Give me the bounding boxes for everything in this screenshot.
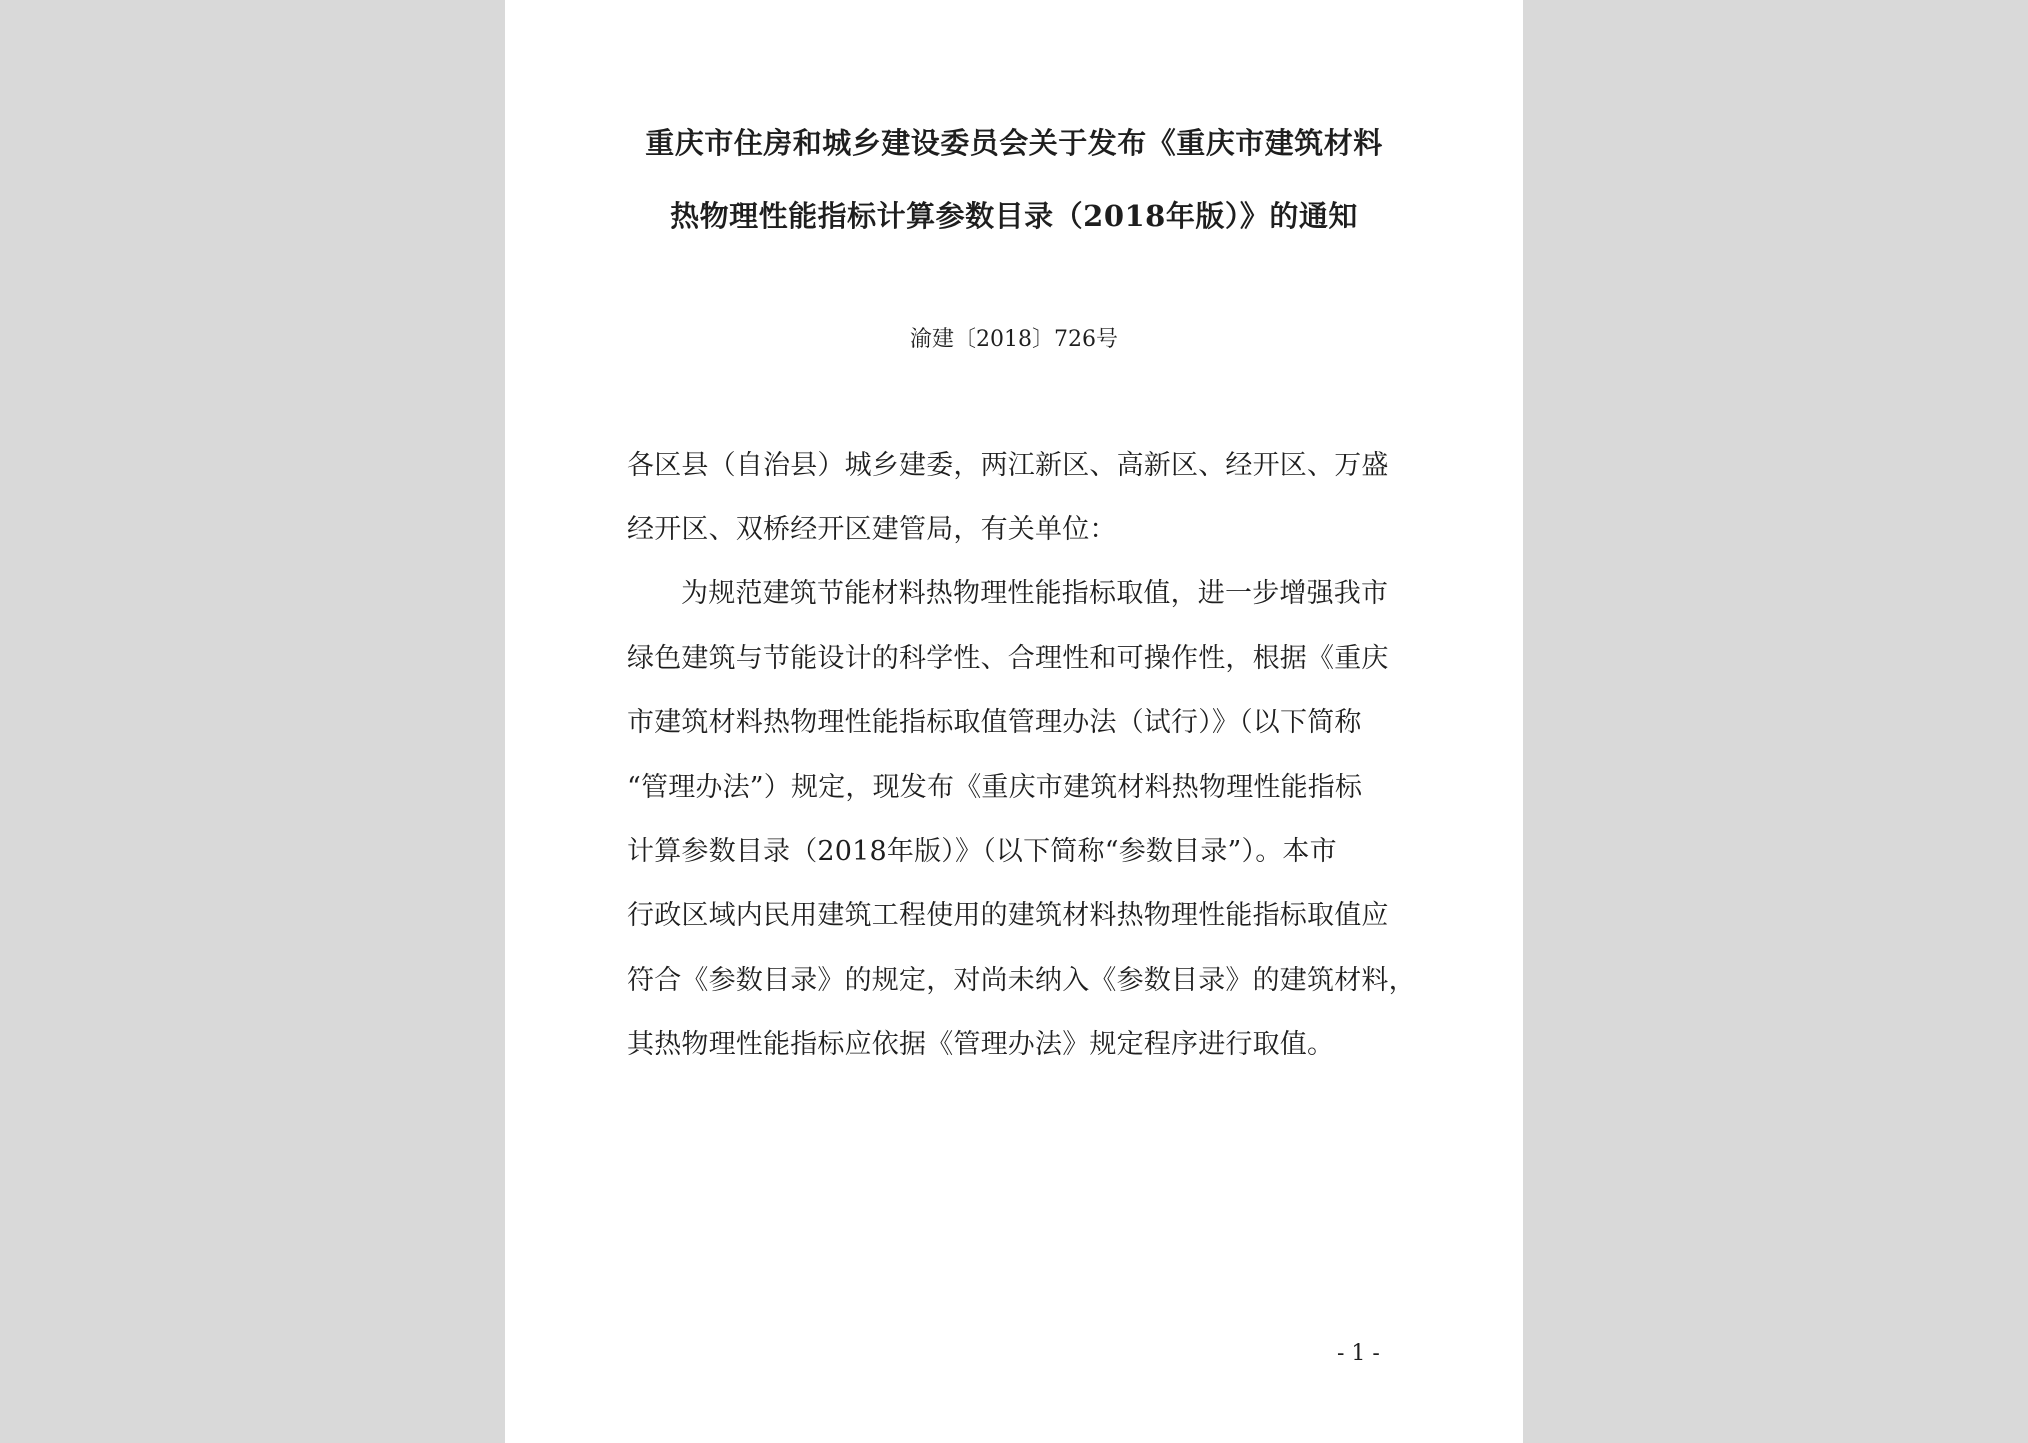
document-title-line-2: 热物理性能指标计算参数目录（2018年版）》的通知 (670, 199, 1358, 233)
body-line: 符合《参数目录》的规定，对尚未纳入《参数目录》的建筑材料， (627, 965, 1416, 996)
body-line: 其热物理性能指标应依据《管理办法》规定程序进行取值。 (627, 1029, 1335, 1060)
document-page (505, 0, 1523, 1443)
document-title-line-1: 重庆市住房和城乡建设委员会关于发布《重庆市建筑材料 (645, 126, 1383, 160)
body-line: 绿色建筑与节能设计的科学性、合理性和可操作性，根据《重庆 (627, 643, 1389, 674)
body-line: 计算参数目录（2018年版）》（以下简称“参数目录”）。本市 (627, 836, 1337, 867)
body-line: 为规范建筑节能材料热物理性能指标取值，进一步增强我市 (681, 578, 1389, 609)
body-line: 各区县（自治县）城乡建委，两江新区、高新区、经开区、万盛 (627, 450, 1389, 481)
body-line: “管理办法”）规定，现发布《重庆市建筑材料热物理性能指标 (627, 772, 1363, 803)
document-number: 渝建〔2018〕726号 (910, 327, 1118, 352)
page-number: - 1 - (1337, 1341, 1380, 1366)
body-line: 经开区、双桥经开区建管局，有关单位： (627, 514, 1117, 545)
body-line: 行政区域内民用建筑工程使用的建筑材料热物理性能指标取值应 (627, 900, 1389, 931)
body-line: 市建筑材料热物理性能指标取值管理办法（试行）》（以下简称 (627, 707, 1362, 738)
